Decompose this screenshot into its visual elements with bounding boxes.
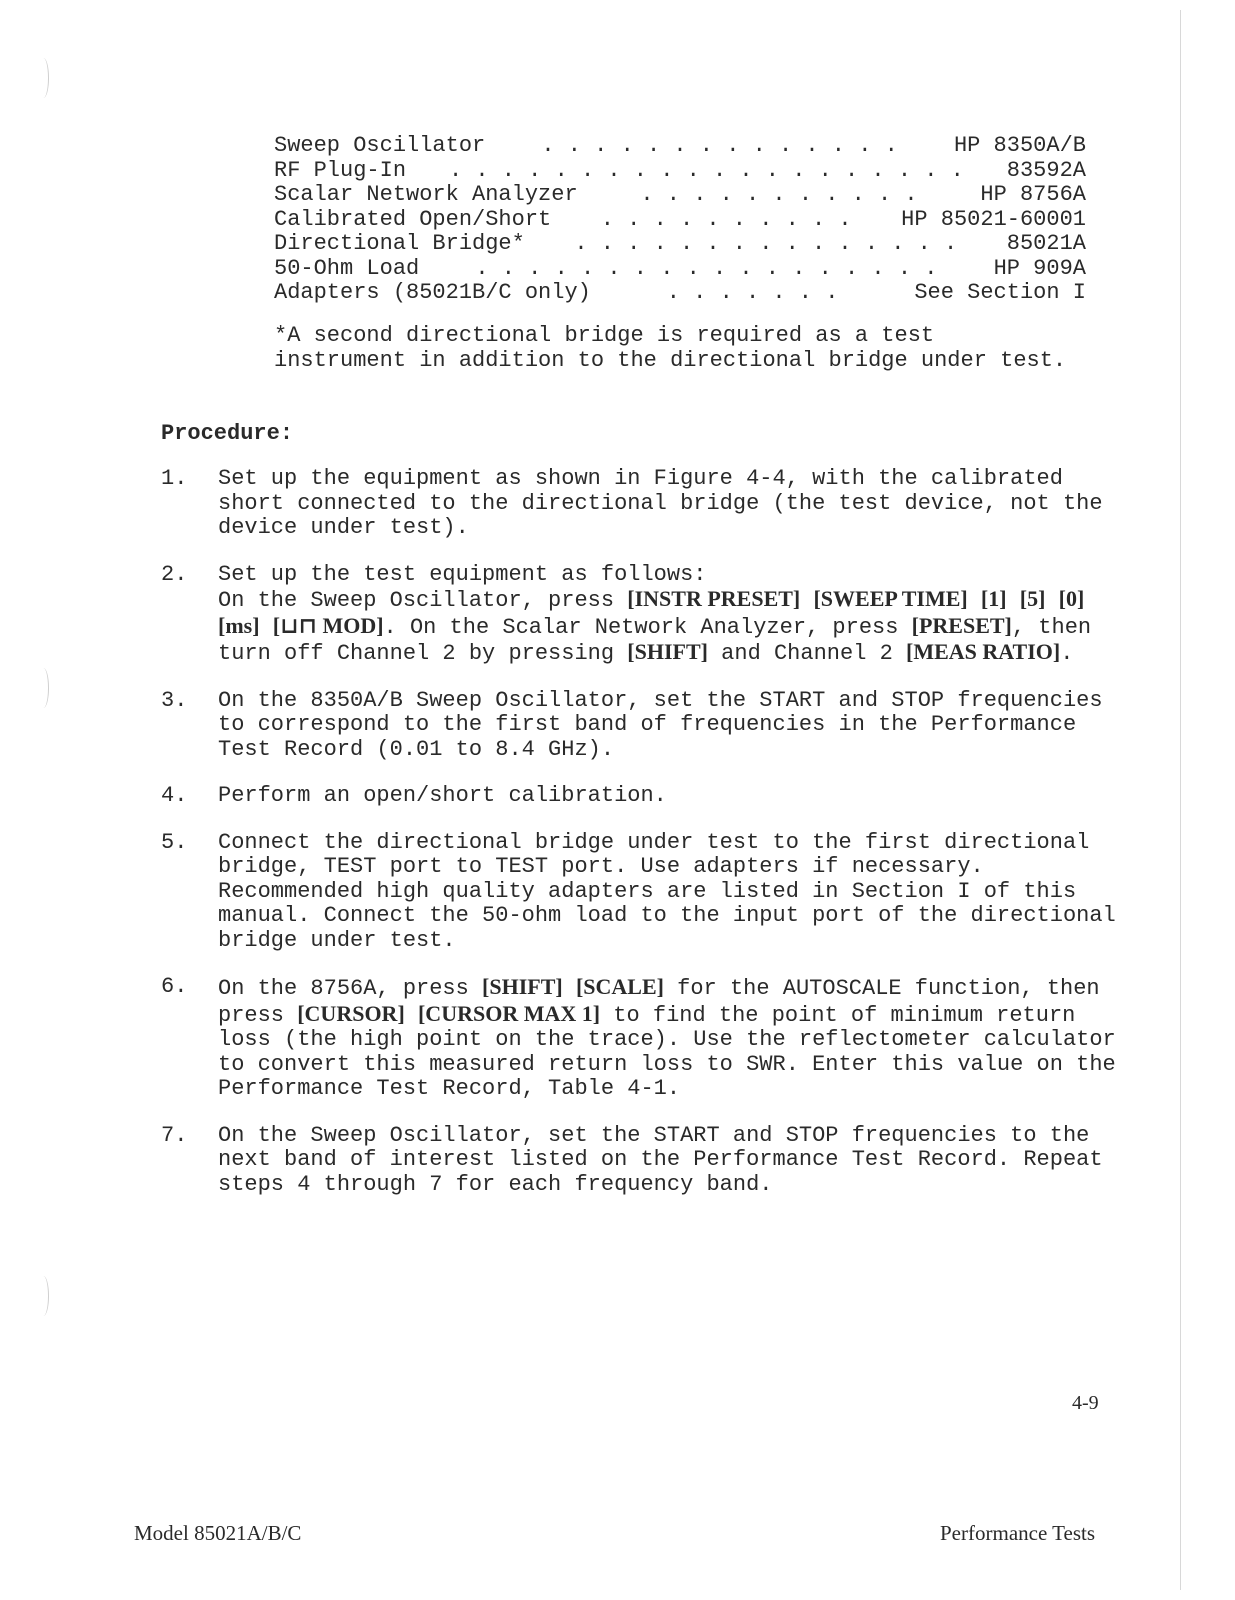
procedure-step [161, 975, 1121, 1102]
equipment-name: 50-Ohm Load [274, 255, 420, 281]
binder-hole-mark [38, 1276, 49, 1316]
instrument-key: [PRESET] [911, 612, 1012, 638]
instrument-key: [SHIFT] [482, 974, 563, 999]
leader-dots: . . . . . . . . . . . [640, 182, 918, 207]
equipment-name: Sweep Oscillator [274, 133, 486, 158]
equipment-name: RF Plug-In [274, 157, 407, 183]
instrument-key: [INSTR PRESET] [627, 586, 801, 611]
step-text [218, 784, 1121, 809]
step-text [218, 975, 1121, 1102]
procedure-step [161, 784, 1121, 809]
step-text-run [260, 615, 273, 640]
step-text-run: . [1060, 641, 1074, 666]
step-text-run [1007, 588, 1020, 613]
procedure-step [161, 1124, 1121, 1198]
step-text-run [968, 588, 981, 613]
step-text-run: . On the Scalar Network Analyzer, press [383, 614, 912, 640]
equipment-model: 85021A [1006, 231, 1086, 256]
procedure-heading: Procedure: [161, 421, 294, 446]
instrument-key: [CURSOR MAX 1] [417, 1000, 601, 1026]
equipment-model: HP 8350A/B [953, 133, 1086, 158]
step-number: 3. [161, 687, 188, 713]
page-number: 4-9 [1072, 1392, 1099, 1414]
instrument-key: [SHIFT] [627, 639, 708, 664]
step-text-run: Set up the test equipment as follows: [218, 561, 707, 587]
step-text [218, 689, 1121, 763]
instrument-key: [SWEEP TIME] [813, 586, 968, 611]
equipment-name: Adapters (85021B/C only) [274, 280, 591, 305]
instrument-key: [0] [1058, 586, 1085, 611]
equipment-name: Directional Bridge* [274, 231, 525, 256]
equipment-row [274, 183, 1086, 208]
step-number: 4. [161, 783, 188, 808]
leader-dots: . . . . . . . . . . [600, 206, 852, 232]
step-number: 1. [161, 466, 188, 491]
equipment-name: Scalar Network Analyzer [274, 182, 578, 207]
footer-model: Model 85021A/B/C [134, 1521, 302, 1545]
leader-dots: . . . . . . . . . . . . . . . . . . [475, 255, 938, 281]
equipment-model: See Section I [914, 280, 1086, 305]
leader-dots: . . . . . . . . . . . . . . [541, 133, 898, 158]
procedure-step [161, 563, 1121, 667]
step-text-run [1045, 588, 1058, 613]
equipment-row [274, 281, 1086, 306]
step-text-run [563, 976, 576, 1001]
procedure-step [161, 689, 1121, 763]
step-text-run: for the AUTOSCALE function, then press [218, 976, 1100, 1028]
instrument-key: [ms] [218, 612, 260, 638]
equipment-row [274, 159, 1086, 184]
equipment-model: HP 909A [993, 255, 1086, 281]
step-text-run: , then turn off Channel 2 by pressing [218, 614, 1092, 666]
step-text-run: On the 8350A/B Sweep Oscillator, set the START and STOP frequencies to correspond to the first band of frequencies in the Performance Test Record (0.01 to 8.4 GHz). [218, 687, 1103, 762]
step-text-run: Perform an open/short calibration. [218, 783, 667, 808]
instrument-key: [MEAS RATIO] [906, 639, 1061, 664]
step-text-run: Connect the directional bridge under test to the first directional bridge, TEST port to TEST port. Use adapters if necessary. Recommended high quality adapters are listed in Section I of this manual. Connect the 50-ohm load to the input port of the directional bridge under test. [218, 829, 1116, 953]
procedure-step [161, 831, 1121, 954]
step-text-run: to find the point of minimum return loss (the high point on the trace). Use the reflectometer calculator to convert this measured return loss to SWR. Enter this value on the Performance Test Record, Table 4-1. [218, 1002, 1116, 1101]
step-text [218, 831, 1121, 954]
leader-dots: . . . . . . . . . . . . . . . [574, 231, 958, 256]
equipment-name: Calibrated Open/Short [274, 206, 552, 232]
equipment-model: 83592A [1006, 157, 1086, 183]
step-text-run: On the Sweep Oscillator, set the START and STOP frequencies to the next band of interest listed on the Performance Test Record. Repeat steps 4 through 7 for each frequency band. [218, 1122, 1103, 1197]
step-number: 6. [161, 974, 188, 999]
equipment-row [274, 257, 1086, 282]
step-text [218, 467, 1121, 541]
step-text [218, 563, 1121, 667]
step-text-run [800, 588, 813, 613]
procedure-step [161, 467, 1121, 541]
instrument-key: [⊔⊓ MOD] [272, 612, 384, 638]
step-number: 5. [161, 829, 188, 855]
step-number: 7. [161, 1122, 188, 1148]
leader-dots: . . . . . . . [666, 280, 839, 305]
equipment-list [274, 134, 1086, 306]
equipment-model: HP 8756A [980, 182, 1086, 207]
step-number: 2. [161, 561, 188, 587]
instrument-key: [1] [980, 586, 1007, 611]
equipment-row [274, 232, 1086, 257]
instrument-key: [SCALE] [575, 974, 664, 999]
instrument-key: [5] [1019, 586, 1046, 611]
step-text [218, 1124, 1121, 1198]
step-text-run: and Channel 2 [707, 641, 907, 666]
binder-hole-mark [38, 668, 49, 708]
step-text-run [405, 1003, 418, 1028]
step-text-run: On the Sweep Oscillator, press [218, 588, 628, 613]
leader-dots: . . . . . . . . . . . . . . . . . . . . [448, 157, 964, 183]
equipment-row [274, 208, 1086, 233]
step-text-run: Set up the equipment as shown in Figure 4-4, with the calibrated short connected to the directional bridge (the test device, not the device under test). [218, 466, 1103, 540]
binder-hole-mark [38, 58, 49, 98]
footer-section: Performance Tests [940, 1521, 1096, 1545]
procedure-steps [161, 467, 1121, 1219]
instrument-key: [CURSOR] [297, 1000, 405, 1026]
footnote: *A second directional bridge is required as a test instrument in addition to the directional bridge under test. [274, 323, 1067, 373]
page-edge-line [1180, 10, 1181, 1590]
equipment-row [274, 134, 1086, 159]
equipment-model: HP 85021-60001 [901, 206, 1086, 232]
step-text-run: On the 8756A, press [218, 976, 483, 1001]
